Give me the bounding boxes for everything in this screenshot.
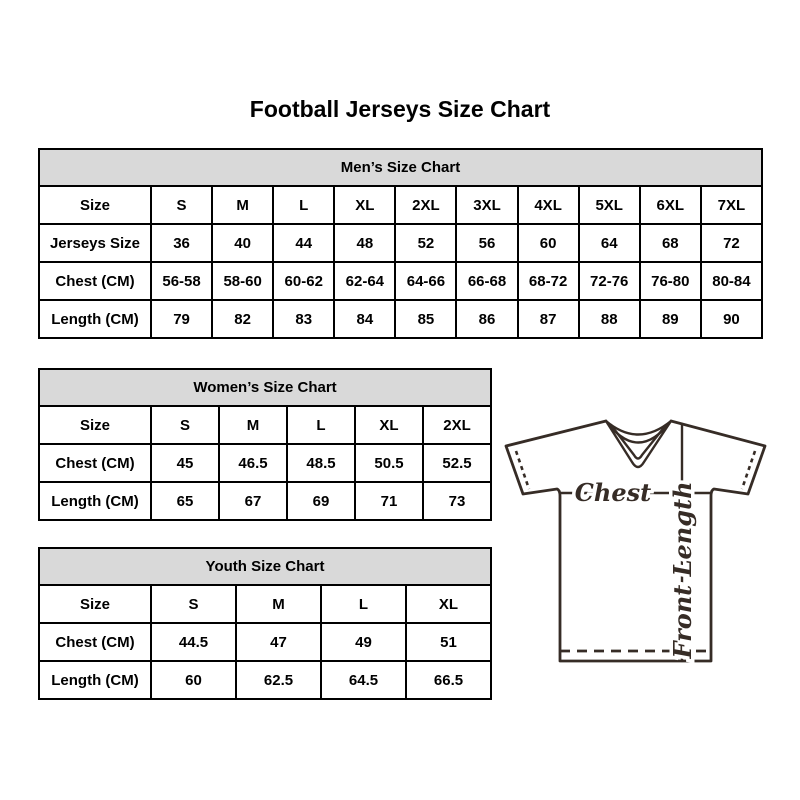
table-cell: 49: [321, 623, 406, 661]
table-cell: 62-64: [334, 262, 395, 300]
table-cell: 6XL: [640, 186, 701, 224]
row-label: Chest (CM): [39, 444, 151, 482]
table-cell: 82: [212, 300, 273, 338]
table-cell: 56: [456, 224, 517, 262]
table-cell: L: [287, 406, 355, 444]
table-cell: M: [212, 186, 273, 224]
row-label: Length (CM): [39, 300, 151, 338]
table-cell: 67: [219, 482, 287, 520]
table-cell: 48: [334, 224, 395, 262]
womens-table-title: Women’s Size Chart: [39, 369, 491, 406]
table-cell: 5XL: [579, 186, 640, 224]
mens-size-chart-table: [38, 148, 763, 339]
table-cell: 87: [518, 300, 579, 338]
table-row: [39, 224, 762, 262]
table-row: [39, 406, 491, 444]
table-row: [39, 482, 491, 520]
table-cell: 46.5: [219, 444, 287, 482]
table-cell: 60: [151, 661, 236, 699]
table-cell: 64: [579, 224, 640, 262]
table-cell: S: [151, 585, 236, 623]
table-cell: 40: [212, 224, 273, 262]
table-row: [39, 300, 762, 338]
row-label: Jerseys Size: [39, 224, 151, 262]
table-row: [39, 661, 491, 699]
table-cell: 52: [395, 224, 456, 262]
table-cell: L: [321, 585, 406, 623]
mens-table-title: Men’s Size Chart: [39, 149, 762, 186]
table-row: [39, 186, 762, 224]
table-row: [39, 262, 762, 300]
table-cell: 84: [334, 300, 395, 338]
table-cell: 85: [395, 300, 456, 338]
table-cell: 76-80: [640, 262, 701, 300]
table-cell: 66.5: [406, 661, 491, 699]
table-cell: 45: [151, 444, 219, 482]
table-cell: XL: [406, 585, 491, 623]
row-label: Length (CM): [39, 482, 151, 520]
table-cell: 52.5: [423, 444, 491, 482]
table-cell: 66-68: [456, 262, 517, 300]
table-row: [39, 623, 491, 661]
table-cell: 48.5: [287, 444, 355, 482]
table-cell: 69: [287, 482, 355, 520]
table-cell: 36: [151, 224, 212, 262]
table-cell: 3XL: [456, 186, 517, 224]
table-cell: 73: [423, 482, 491, 520]
youth-table-title: Youth Size Chart: [39, 548, 491, 585]
table-cell: 71: [355, 482, 423, 520]
table-cell: 4XL: [518, 186, 579, 224]
table-cell: 89: [640, 300, 701, 338]
table-cell: 88: [579, 300, 640, 338]
table-cell: 44: [273, 224, 334, 262]
table-cell: XL: [355, 406, 423, 444]
table-cell: 72-76: [579, 262, 640, 300]
table-cell: 90: [701, 300, 762, 338]
page-title: Football Jerseys Size Chart: [249, 96, 551, 122]
table-cell: 65: [151, 482, 219, 520]
table-cell: 2XL: [423, 406, 491, 444]
row-label: Size: [39, 186, 151, 224]
table-cell: 83: [273, 300, 334, 338]
front-length-label: Front Length: [668, 481, 697, 659]
womens-size-chart-table: [38, 368, 492, 521]
table-cell: M: [236, 585, 321, 623]
table-cell: 79: [151, 300, 212, 338]
table-cell: 72: [701, 224, 762, 262]
table-cell: L: [273, 186, 334, 224]
table-cell: 47: [236, 623, 321, 661]
table-cell: 60: [518, 224, 579, 262]
jersey-measurement-diagram-icon: [503, 398, 775, 670]
table-cell: M: [219, 406, 287, 444]
table-cell: 56-58: [151, 262, 212, 300]
table-cell: XL: [334, 186, 395, 224]
table-cell: 64-66: [395, 262, 456, 300]
row-label: Length (CM): [39, 661, 151, 699]
row-label: Size: [39, 406, 151, 444]
table-cell: 62.5: [236, 661, 321, 699]
table-cell: 60-62: [273, 262, 334, 300]
table-cell: 7XL: [701, 186, 762, 224]
table-cell: 51: [406, 623, 491, 661]
table-row: [39, 585, 491, 623]
table-cell: 68-72: [518, 262, 579, 300]
chest-label: Chest: [574, 478, 652, 507]
row-label: Chest (CM): [39, 262, 151, 300]
table-cell: 68: [640, 224, 701, 262]
table-cell: 44.5: [151, 623, 236, 661]
table-cell: 80-84: [701, 262, 762, 300]
table-cell: 50.5: [355, 444, 423, 482]
row-label: Size: [39, 585, 151, 623]
table-row: [39, 444, 491, 482]
table-cell: 2XL: [395, 186, 456, 224]
table-cell: 86: [456, 300, 517, 338]
table-cell: 58-60: [212, 262, 273, 300]
row-label: Chest (CM): [39, 623, 151, 661]
table-cell: S: [151, 186, 212, 224]
table-cell: 64.5: [321, 661, 406, 699]
youth-size-chart-table: [38, 547, 492, 700]
table-cell: S: [151, 406, 219, 444]
